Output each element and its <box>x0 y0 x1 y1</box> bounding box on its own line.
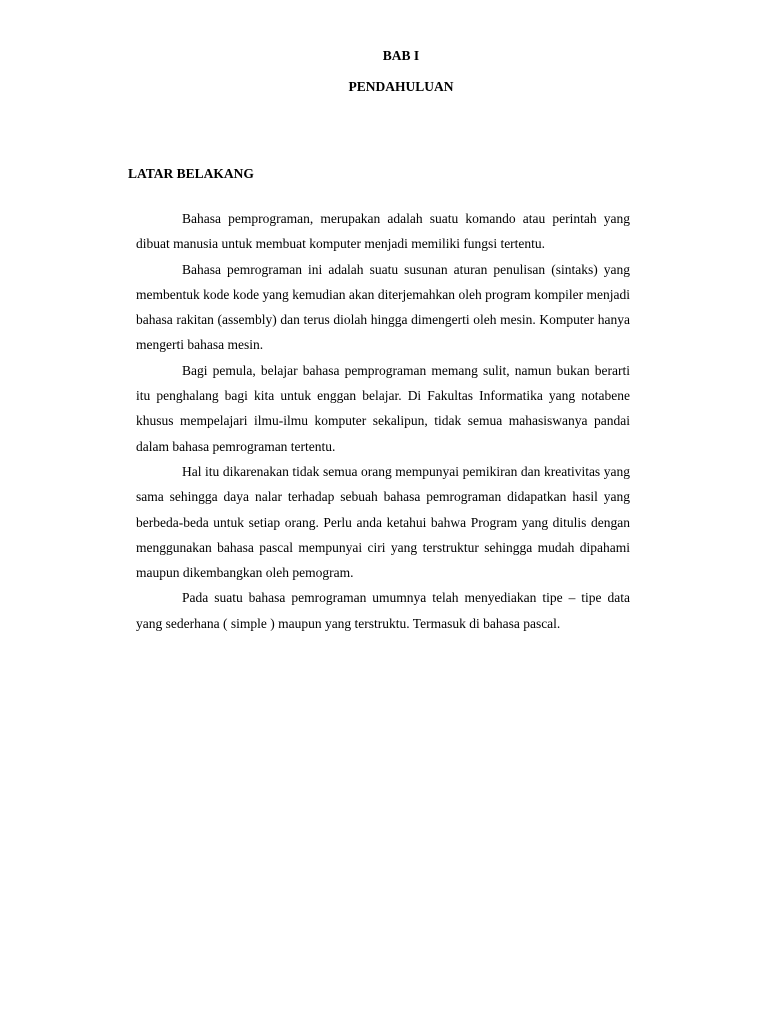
paragraph: Bagi pemula, belajar bahasa pemprograman memang sulit, namun bukan berarti itu penghalang bagi kita untuk enggan belajar. Di Fakultas Informatika yang notabene khusus mempelajari ilmu-ilmu komputer sekalipun, tidak semua mahasiswanya pandai dalam bahasa pemrograman tertentu. <box>136 362 630 454</box>
paragraph: Bahasa pemrograman ini adalah suatu susunan aturan penulisan (sintaks) yang membentuk kode kode yang kemudian akan diterjemahkan oleh program kompiler menjadi bahasa rakitan (assembly) dan terus diolah hingga dimengerti oleh mesin. Komputer hanya mengerti bahasa mesin. <box>136 261 630 353</box>
chapter-number: BAB I <box>382 48 420 63</box>
paragraph: Hal itu dikarenakan tidak semua orang mempunyai pemikiran dan kreativitas yang sama sehingga daya nalar terhadap sebuah bahasa pemrograman didapatkan hasil yang berbeda-beda untuk setiap orang. Perlu anda ketahui bahwa Program yang ditulis dengan menggunakan bahasa pascal mempunyai ciri yang terstruktur sehingga mudah dipahami maupun dikembangkan oleh pemogram. <box>136 463 630 581</box>
section-heading: LATAR BELAKANG <box>128 166 254 181</box>
paragraph: Pada suatu bahasa pemrograman umumnya telah menyediakan tipe – tipe data yang sederhana ( simple ) maupun yang terstruktu. Termasuk di bahasa pascal. <box>136 590 630 631</box>
paragraph: Bahasa pemprograman, merupakan adalah suatu komando atau perintah yang dibuat manusia untuk membuat komputer menjadi memiliki fungsi tertentu. <box>136 211 630 252</box>
body-text <box>136 206 630 636</box>
chapter-title: PENDAHULUAN <box>348 79 454 94</box>
